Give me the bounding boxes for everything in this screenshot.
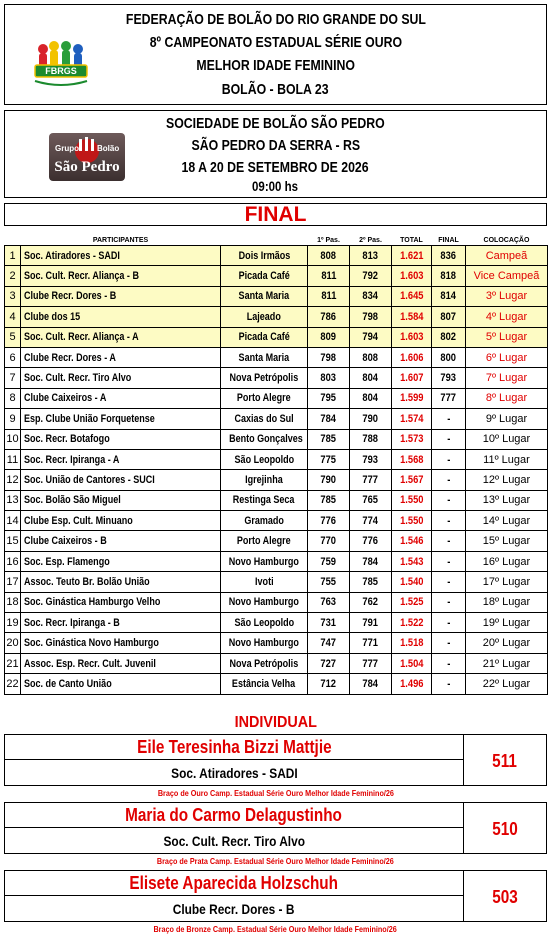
row-pass-1: 786 xyxy=(308,307,350,327)
row-final: - xyxy=(432,511,466,531)
table-row xyxy=(5,347,548,367)
header-colocacao: COLOCAÇÃO xyxy=(483,236,530,244)
row-final: - xyxy=(432,531,466,551)
row-number: 8 xyxy=(5,388,21,408)
row-final: - xyxy=(432,470,466,490)
row-city: Estância Velha xyxy=(221,674,308,694)
row-total: 1.568 xyxy=(392,449,432,469)
row-final: - xyxy=(432,551,466,571)
row-number: 13 xyxy=(5,490,21,510)
row-final: 836 xyxy=(432,246,466,266)
row-final: - xyxy=(432,613,466,633)
stage-banner xyxy=(4,203,547,226)
row-club: Clube Recr. Dores - A xyxy=(21,347,221,367)
fbrgs-logo-text: FBRGS xyxy=(45,66,77,76)
row-pass-2: 765 xyxy=(350,490,392,510)
row-number: 5 xyxy=(5,327,21,347)
logo-word-sao-pedro: São Pedro xyxy=(54,159,120,175)
results-body xyxy=(5,246,548,695)
row-placement: 14º Lugar xyxy=(466,511,548,531)
row-city: Picada Café xyxy=(221,327,308,347)
row-pass-1: 808 xyxy=(308,246,350,266)
row-city: Porto Alegre xyxy=(221,531,308,551)
row-total: 1.573 xyxy=(392,429,432,449)
row-pass-2: 774 xyxy=(350,511,392,531)
row-total: 1.607 xyxy=(392,368,432,388)
row-pass-1: 803 xyxy=(308,368,350,388)
row-final: 814 xyxy=(432,286,466,306)
venue-line-2: SÃO PEDRO DA SERRA - RS xyxy=(191,137,360,154)
row-club: Soc. Recr. Botafogo xyxy=(21,429,221,449)
row-final: - xyxy=(432,409,466,429)
row-city: Santa Maria xyxy=(221,286,308,306)
row-final: - xyxy=(432,653,466,673)
row-pass-2: 784 xyxy=(350,551,392,571)
row-number: 11 xyxy=(5,449,21,469)
row-number: 3 xyxy=(5,286,21,306)
row-city: Porto Alegre xyxy=(221,388,308,408)
row-number: 18 xyxy=(5,592,21,612)
row-placement: 10º Lugar xyxy=(466,429,548,449)
row-city: Nova Petrópolis xyxy=(221,653,308,673)
individual-score: 503 xyxy=(463,870,547,922)
row-total: 1.546 xyxy=(392,531,432,551)
row-club: Clube Recr. Dores - B xyxy=(21,286,221,306)
row-final: 807 xyxy=(432,307,466,327)
row-club: Soc. Cult. Recr. Tiro Alvo xyxy=(21,368,221,388)
row-club: Clube Esp. Cult. Minuano xyxy=(21,511,221,531)
header-1-pas: 1º Pas. xyxy=(317,236,340,244)
row-club: Assoc. Esp. Recr. Cult. Juvenil xyxy=(21,653,221,673)
table-row xyxy=(5,551,548,571)
table-row xyxy=(5,449,548,469)
row-city: Picada Café xyxy=(221,266,308,286)
row-pass-1: 811 xyxy=(308,286,350,306)
row-placement: 5º Lugar xyxy=(466,327,548,347)
row-pass-1: 785 xyxy=(308,490,350,510)
row-club: Soc. de Canto União xyxy=(21,674,221,694)
row-club: Soc. União de Cantores - SUCI xyxy=(21,470,221,490)
row-pass-1: 759 xyxy=(308,551,350,571)
row-placement: 17º Lugar xyxy=(466,572,548,592)
row-final: 793 xyxy=(432,368,466,388)
venue-line-1: SOCIEDADE DE BOLÃO SÃO PEDRO xyxy=(166,115,385,132)
row-city: São Leopoldo xyxy=(221,613,308,633)
row-placement: 11º Lugar xyxy=(466,449,548,469)
row-pass-2: 798 xyxy=(350,307,392,327)
row-pass-2: 792 xyxy=(350,266,392,286)
row-final: - xyxy=(432,449,466,469)
venue-header xyxy=(4,110,547,198)
row-city: Bento Gonçalves xyxy=(221,429,308,449)
row-city: Dois Irmãos xyxy=(221,246,308,266)
row-pass-2: 813 xyxy=(350,246,392,266)
row-number: 16 xyxy=(5,551,21,571)
row-pass-1: 755 xyxy=(308,572,350,592)
table-row xyxy=(5,307,548,327)
award-silver: Braço de Prata Camp. Estadual Série Ouro Melhor Idade Feminino/26 xyxy=(157,856,394,866)
row-pass-2: 788 xyxy=(350,429,392,449)
row-club: Clube dos 15 xyxy=(21,307,221,327)
award-gold: Braço de Ouro Camp. Estadual Série Ouro Melhor Idade Feminino/26 xyxy=(157,788,394,798)
row-pass-1: 747 xyxy=(308,633,350,653)
logo-word-grupo: Grupo xyxy=(55,144,79,153)
row-pass-2: 762 xyxy=(350,592,392,612)
stage-title: FINAL xyxy=(244,203,307,226)
row-placement: 20º Lugar xyxy=(466,633,548,653)
row-pass-1: 776 xyxy=(308,511,350,531)
row-pass-2: 777 xyxy=(350,653,392,673)
table-row xyxy=(5,490,548,510)
header-2-pas: 2º Pas. xyxy=(359,236,382,244)
row-final: - xyxy=(432,674,466,694)
row-club: Soc. Atiradores - SADI xyxy=(21,246,221,266)
table-row xyxy=(5,613,548,633)
row-total: 1.606 xyxy=(392,347,432,367)
table-header-row xyxy=(5,235,548,246)
row-pass-1: 811 xyxy=(308,266,350,286)
row-number: 6 xyxy=(5,347,21,367)
row-city: Caxias do Sul xyxy=(221,409,308,429)
row-pass-2: 834 xyxy=(350,286,392,306)
row-final: - xyxy=(432,490,466,510)
row-placement: 3º Lugar xyxy=(466,286,548,306)
row-placement: 19º Lugar xyxy=(466,613,548,633)
row-final: - xyxy=(432,429,466,449)
row-total: 1.599 xyxy=(392,388,432,408)
table-row xyxy=(5,388,548,408)
row-city: Lajeado xyxy=(221,307,308,327)
row-total: 1.518 xyxy=(392,633,432,653)
individual-score: 511 xyxy=(463,734,547,786)
row-pass-1: 809 xyxy=(308,327,350,347)
table-row xyxy=(5,531,548,551)
header-total: TOTAL xyxy=(400,236,423,244)
row-number: 20 xyxy=(5,633,21,653)
row-final: 777 xyxy=(432,388,466,408)
header-cidade xyxy=(221,235,308,246)
table-row xyxy=(5,511,548,531)
row-pass-1: 790 xyxy=(308,470,350,490)
row-club: Soc. Ginástica Novo Hamburgo xyxy=(21,633,221,653)
row-final: - xyxy=(432,633,466,653)
row-pass-2: 804 xyxy=(350,368,392,388)
header-line-3: MELHOR IDADE FEMININO xyxy=(196,57,355,74)
individual-club: Clube Recr. Dores - B xyxy=(4,895,464,922)
row-total: 1.525 xyxy=(392,592,432,612)
individual-club: Soc. Cult. Recr. Tiro Alvo xyxy=(4,827,464,854)
individual-entry-2 xyxy=(4,802,547,854)
row-number: 21 xyxy=(5,653,21,673)
row-pass-2: 776 xyxy=(350,531,392,551)
row-pass-1: 785 xyxy=(308,429,350,449)
row-number: 22 xyxy=(5,674,21,694)
table-row xyxy=(5,572,548,592)
row-placement: 12º Lugar xyxy=(466,470,548,490)
venue-line-4: 09:00 hs xyxy=(252,178,299,194)
row-final: - xyxy=(432,592,466,612)
table-row xyxy=(5,653,548,673)
row-number: 10 xyxy=(5,429,21,449)
table-row xyxy=(5,674,548,694)
header-final: FINAL xyxy=(438,236,459,244)
venue-line-3: 18 A 20 DE SETEMBRO DE 2026 xyxy=(181,159,370,176)
row-city: Nova Petrópolis xyxy=(221,368,308,388)
row-total: 1.603 xyxy=(392,327,432,347)
row-city: São Leopoldo xyxy=(221,449,308,469)
individual-entry-1 xyxy=(4,734,547,786)
row-pass-2: 808 xyxy=(350,347,392,367)
row-placement: 13º Lugar xyxy=(466,490,548,510)
row-club: Clube Caixeiros - B xyxy=(21,531,221,551)
row-city: Ivoti xyxy=(221,572,308,592)
row-pass-1: 770 xyxy=(308,531,350,551)
table-row xyxy=(5,368,548,388)
individual-club: Soc. Atiradores - SADI xyxy=(4,759,464,786)
row-city: Restinga Seca xyxy=(221,490,308,510)
row-placement: 8º Lugar xyxy=(466,388,548,408)
row-pass-2: 784 xyxy=(350,674,392,694)
row-total: 1.540 xyxy=(392,572,432,592)
row-final: 802 xyxy=(432,327,466,347)
table-row xyxy=(5,592,548,612)
row-placement: Vice Campeã xyxy=(466,266,548,286)
row-club: Soc. Cult. Recr. Aliança - A xyxy=(21,327,221,347)
row-pass-1: 727 xyxy=(308,653,350,673)
row-placement: 6º Lugar xyxy=(466,347,548,367)
table-row xyxy=(5,327,548,347)
row-city: Gramado xyxy=(221,511,308,531)
table-row xyxy=(5,246,548,266)
table-row xyxy=(5,266,548,286)
row-club: Soc. Bolão São Miguel xyxy=(21,490,221,510)
row-number: 19 xyxy=(5,613,21,633)
row-pass-2: 791 xyxy=(350,613,392,633)
row-pass-1: 775 xyxy=(308,449,350,469)
row-final: 818 xyxy=(432,266,466,286)
row-club: Soc. Recr. Ipiranga - B xyxy=(21,613,221,633)
row-number: 1 xyxy=(5,246,21,266)
row-total: 1.584 xyxy=(392,307,432,327)
row-city: Novo Hamburgo xyxy=(221,592,308,612)
row-city: Novo Hamburgo xyxy=(221,633,308,653)
federation-header xyxy=(4,4,547,105)
award-bronze: Braço de Bronze Camp. Estadual Série Ouro Melhor Idade Feminino/26 xyxy=(153,924,398,934)
individual-score: 510 xyxy=(463,802,547,854)
header-participantes: PARTICIPANTES xyxy=(92,236,149,244)
row-number: 14 xyxy=(5,511,21,531)
row-placement: 16º Lugar xyxy=(466,551,548,571)
table-row xyxy=(5,429,548,449)
row-number: 9 xyxy=(5,409,21,429)
row-number: 17 xyxy=(5,572,21,592)
row-pass-1: 731 xyxy=(308,613,350,633)
row-pass-1: 798 xyxy=(308,347,350,367)
row-pass-2: 771 xyxy=(350,633,392,653)
row-placement: Campeã xyxy=(466,246,548,266)
row-total: 1.522 xyxy=(392,613,432,633)
row-pass-1: 795 xyxy=(308,388,350,408)
table-row xyxy=(5,409,548,429)
table-row xyxy=(5,286,548,306)
row-placement: 18º Lugar xyxy=(466,592,548,612)
row-placement: 21º Lugar xyxy=(466,653,548,673)
header-line-4: BOLÃO - BOLA 23 xyxy=(222,81,329,98)
row-total: 1.496 xyxy=(392,674,432,694)
row-club: Esp. Clube União Forquetense xyxy=(21,409,221,429)
row-pass-2: 804 xyxy=(350,388,392,408)
row-total: 1.504 xyxy=(392,653,432,673)
row-final: 800 xyxy=(432,347,466,367)
row-pass-2: 790 xyxy=(350,409,392,429)
individual-name: Eile Teresinha Bizzi Mattjie xyxy=(4,734,464,760)
individual-name: Elisete Aparecida Holzschuh xyxy=(4,870,464,896)
row-total: 1.567 xyxy=(392,470,432,490)
header-line-1: FEDERAÇÃO DE BOLÃO DO RIO GRANDE DO SUL xyxy=(125,11,426,28)
row-pass-2: 785 xyxy=(350,572,392,592)
header-line-2: 8º CAMPEONATO ESTADUAL SÉRIE OURO xyxy=(149,34,402,51)
row-pass-2: 794 xyxy=(350,327,392,347)
row-total: 1.550 xyxy=(392,490,432,510)
row-club: Soc. Recr. Ipiranga - A xyxy=(21,449,221,469)
row-placement: 4º Lugar xyxy=(466,307,548,327)
row-pass-1: 784 xyxy=(308,409,350,429)
table-row xyxy=(5,470,548,490)
header-n xyxy=(5,235,21,246)
row-pass-1: 712 xyxy=(308,674,350,694)
row-city: Novo Hamburgo xyxy=(221,551,308,571)
row-club: Soc. Cult. Recr. Aliança - B xyxy=(21,266,221,286)
row-total: 1.603 xyxy=(392,266,432,286)
row-number: 2 xyxy=(5,266,21,286)
table-row xyxy=(5,633,548,653)
row-pass-1: 763 xyxy=(308,592,350,612)
row-total: 1.543 xyxy=(392,551,432,571)
row-final: - xyxy=(432,572,466,592)
row-number: 4 xyxy=(5,307,21,327)
row-placement: 15º Lugar xyxy=(466,531,548,551)
row-total: 1.550 xyxy=(392,511,432,531)
logo-word-bolao: Bolão xyxy=(97,144,120,153)
row-number: 15 xyxy=(5,531,21,551)
row-pass-2: 793 xyxy=(350,449,392,469)
row-placement: 9º Lugar xyxy=(466,409,548,429)
row-number: 12 xyxy=(5,470,21,490)
row-placement: 7º Lugar xyxy=(466,368,548,388)
row-club: Soc. Ginástica Hamburgo Velho xyxy=(21,592,221,612)
row-number: 7 xyxy=(5,368,21,388)
row-pass-2: 777 xyxy=(350,470,392,490)
row-total: 1.574 xyxy=(392,409,432,429)
row-club: Soc. Esp. Flamengo xyxy=(21,551,221,571)
row-total: 1.645 xyxy=(392,286,432,306)
row-total: 1.621 xyxy=(392,246,432,266)
row-city: Igrejinha xyxy=(221,470,308,490)
row-club: Clube Caixeiros - A xyxy=(21,388,221,408)
row-placement: 22º Lugar xyxy=(466,674,548,694)
row-city: Santa Maria xyxy=(221,347,308,367)
results-table xyxy=(4,235,548,695)
row-club: Assoc. Teuto Br. Bolão União xyxy=(21,572,221,592)
individual-entry-3 xyxy=(4,870,547,922)
individual-title: INDIVIDUAL xyxy=(234,714,317,731)
individual-name: Maria do Carmo Delagustinho xyxy=(4,802,464,828)
